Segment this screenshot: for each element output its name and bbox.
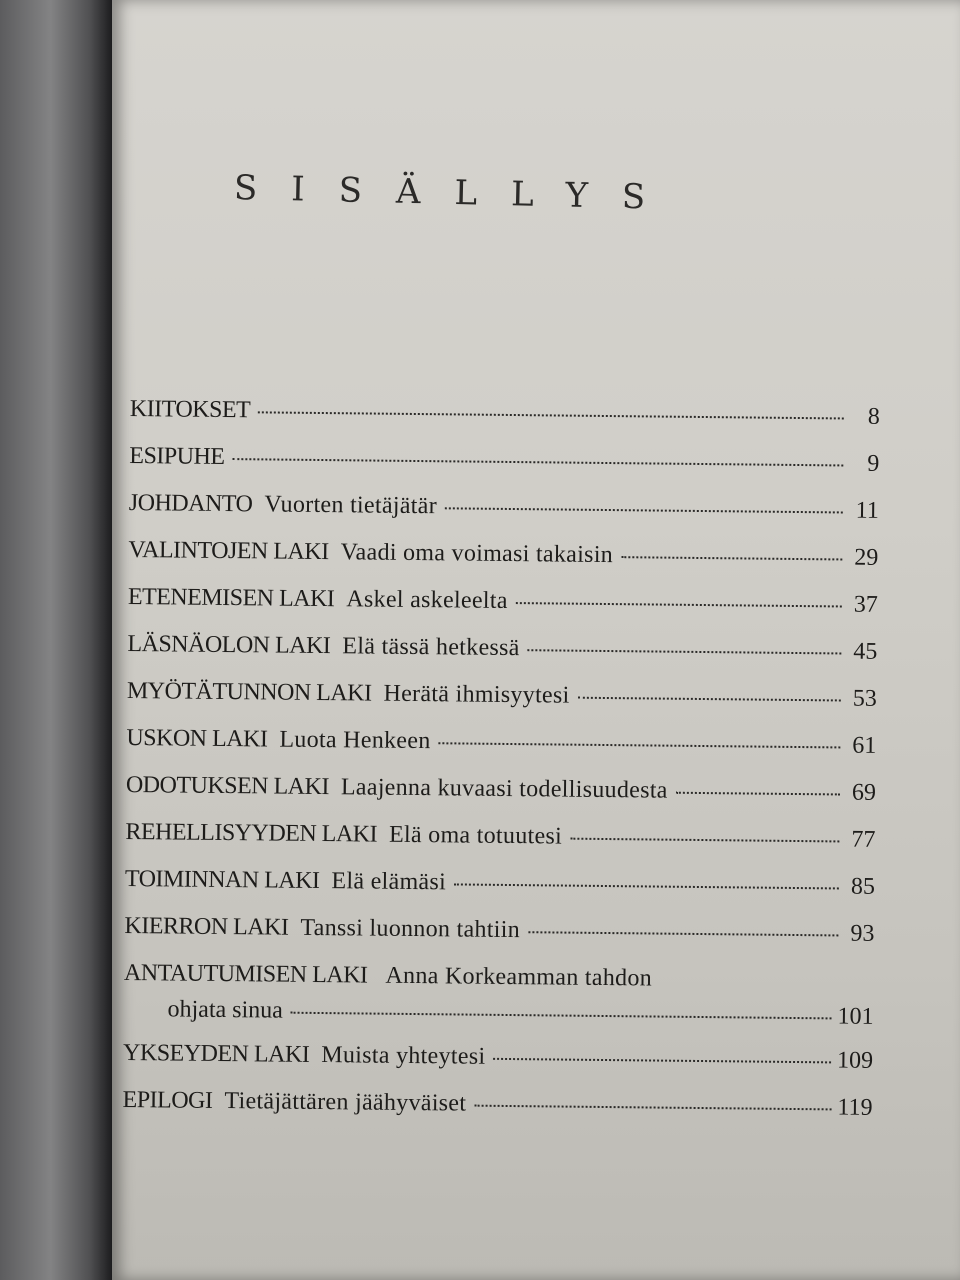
dot-leader — [676, 792, 840, 796]
dot-leader — [233, 458, 844, 466]
dot-leader — [291, 1012, 832, 1020]
toc-label: EPILOGI — [122, 1086, 213, 1114]
dot-leader — [439, 742, 841, 748]
toc-label: ETENEMISEN LAKI — [127, 583, 335, 613]
toc-subtitle: Elä tässä hetkessä — [342, 633, 520, 662]
toc-entry-epilogi — [122, 1087, 872, 1142]
dot-leader — [528, 931, 838, 936]
toc-page-number: 69 — [851, 779, 877, 806]
toc-subtitle: Laajenna kuvaasi todellisuudesta — [340, 774, 668, 804]
toc-subtitle: Vaadi oma voimasi takaisin — [340, 539, 614, 569]
toc-subtitle: Askel askeleelta — [346, 586, 508, 614]
toc-page-number: 29 — [854, 544, 879, 571]
toc-entry-etenemisen-laki — [128, 584, 878, 639]
toc-page-number: 11 — [855, 497, 879, 524]
toc-page-number: 37 — [853, 591, 878, 618]
toc-page-number: 61 — [852, 732, 877, 759]
toc-entry-myotatunnon-laki — [127, 678, 877, 733]
toc-page-number: 101 — [837, 1003, 874, 1030]
dot-leader — [621, 556, 842, 560]
toc-entry-odotuksen-laki — [126, 772, 876, 827]
toc-subtitle: Luota Henkeen — [279, 726, 431, 755]
toc-page-number: 93 — [850, 920, 875, 947]
toc-page-number: 109 — [836, 1047, 874, 1074]
toc-subtitle: Tanssi luonnon tahtiin — [300, 914, 521, 944]
toc-page-number: 53 — [852, 685, 878, 712]
toc-entry-valintojen-laki — [128, 537, 878, 592]
toc-entry-uskon-laki — [126, 725, 876, 780]
toc-entry-esipuhe — [129, 443, 879, 498]
toc-label: TOIMINNAN LAKI — [124, 865, 320, 895]
toc-label: KIITOKSET — [129, 396, 251, 424]
dot-leader — [258, 411, 844, 419]
toc-subtitle: Muista yhteytesi — [321, 1042, 486, 1070]
toc-subtitle: Elä elämäsi — [331, 868, 447, 896]
dot-leader — [578, 697, 841, 702]
toc-entry-kiitokset — [130, 396, 880, 451]
toc-label: ANTAUTUMISEN LAKI — [123, 959, 368, 989]
toc-label: KIERRON LAKI — [124, 912, 289, 941]
page-title: SISÄLLYS — [233, 168, 680, 219]
toc-entry-johdanto — [129, 490, 879, 545]
toc-subtitle: Anna Korkeamman tahdon — [385, 962, 653, 992]
toc-entry-kierron-laki — [124, 913, 874, 968]
toc-entry-lasnaolon-laki — [127, 631, 877, 686]
toc-subtitle-continued: ohjata sinua — [167, 996, 284, 1024]
toc-label: ESIPUHE — [129, 442, 225, 470]
toc-entry-ykseyden-laki — [123, 1040, 873, 1095]
toc-page-number: 45 — [853, 638, 878, 665]
toc-page-number: 119 — [837, 1094, 873, 1121]
toc-page-number: 9 — [867, 450, 880, 477]
toc-label: USKON LAKI — [126, 724, 268, 753]
toc-label: LÄSNÄOLON LAKI — [127, 630, 331, 660]
toc-subtitle: Elä oma totuutesi — [388, 821, 563, 850]
toc-page-number: 85 — [850, 873, 876, 900]
toc-label: REHELLISYYDEN LAKI — [125, 818, 378, 848]
toc-subtitle: Tietäjättären jäähyväiset — [224, 1088, 467, 1117]
toc-label: VALINTOJEN LAKI — [128, 536, 329, 566]
book-page — [112, 0, 960, 1280]
toc-label: MYÖTÄTUNNON LAKI — [126, 677, 372, 707]
dot-leader — [516, 602, 842, 607]
dot-leader — [528, 649, 842, 654]
toc-subtitle: Vuorten tietäjätär — [264, 491, 438, 520]
toc-label: ODOTUKSEN LAKI — [125, 771, 330, 801]
dot-leader — [570, 838, 839, 843]
toc-entry-antautumisen-laki — [123, 960, 874, 1048]
toc-label: JOHDANTO — [128, 489, 253, 518]
toc-page-number: 77 — [851, 826, 876, 853]
dot-leader — [445, 507, 843, 513]
dot-leader — [474, 1105, 831, 1111]
toc-label: YKSEYDEN LAKI — [122, 1039, 310, 1068]
toc-page-number: 8 — [867, 403, 880, 430]
dot-leader — [454, 883, 839, 889]
toc-entry-toiminnan-laki — [125, 866, 875, 921]
toc-subtitle: Herätä ihmisyytesi — [383, 680, 570, 709]
dot-leader — [493, 1058, 831, 1064]
book-spine-shadow — [0, 0, 112, 1280]
toc-entry-rehellisyyden-laki — [125, 819, 875, 874]
table-of-contents — [122, 396, 880, 1142]
